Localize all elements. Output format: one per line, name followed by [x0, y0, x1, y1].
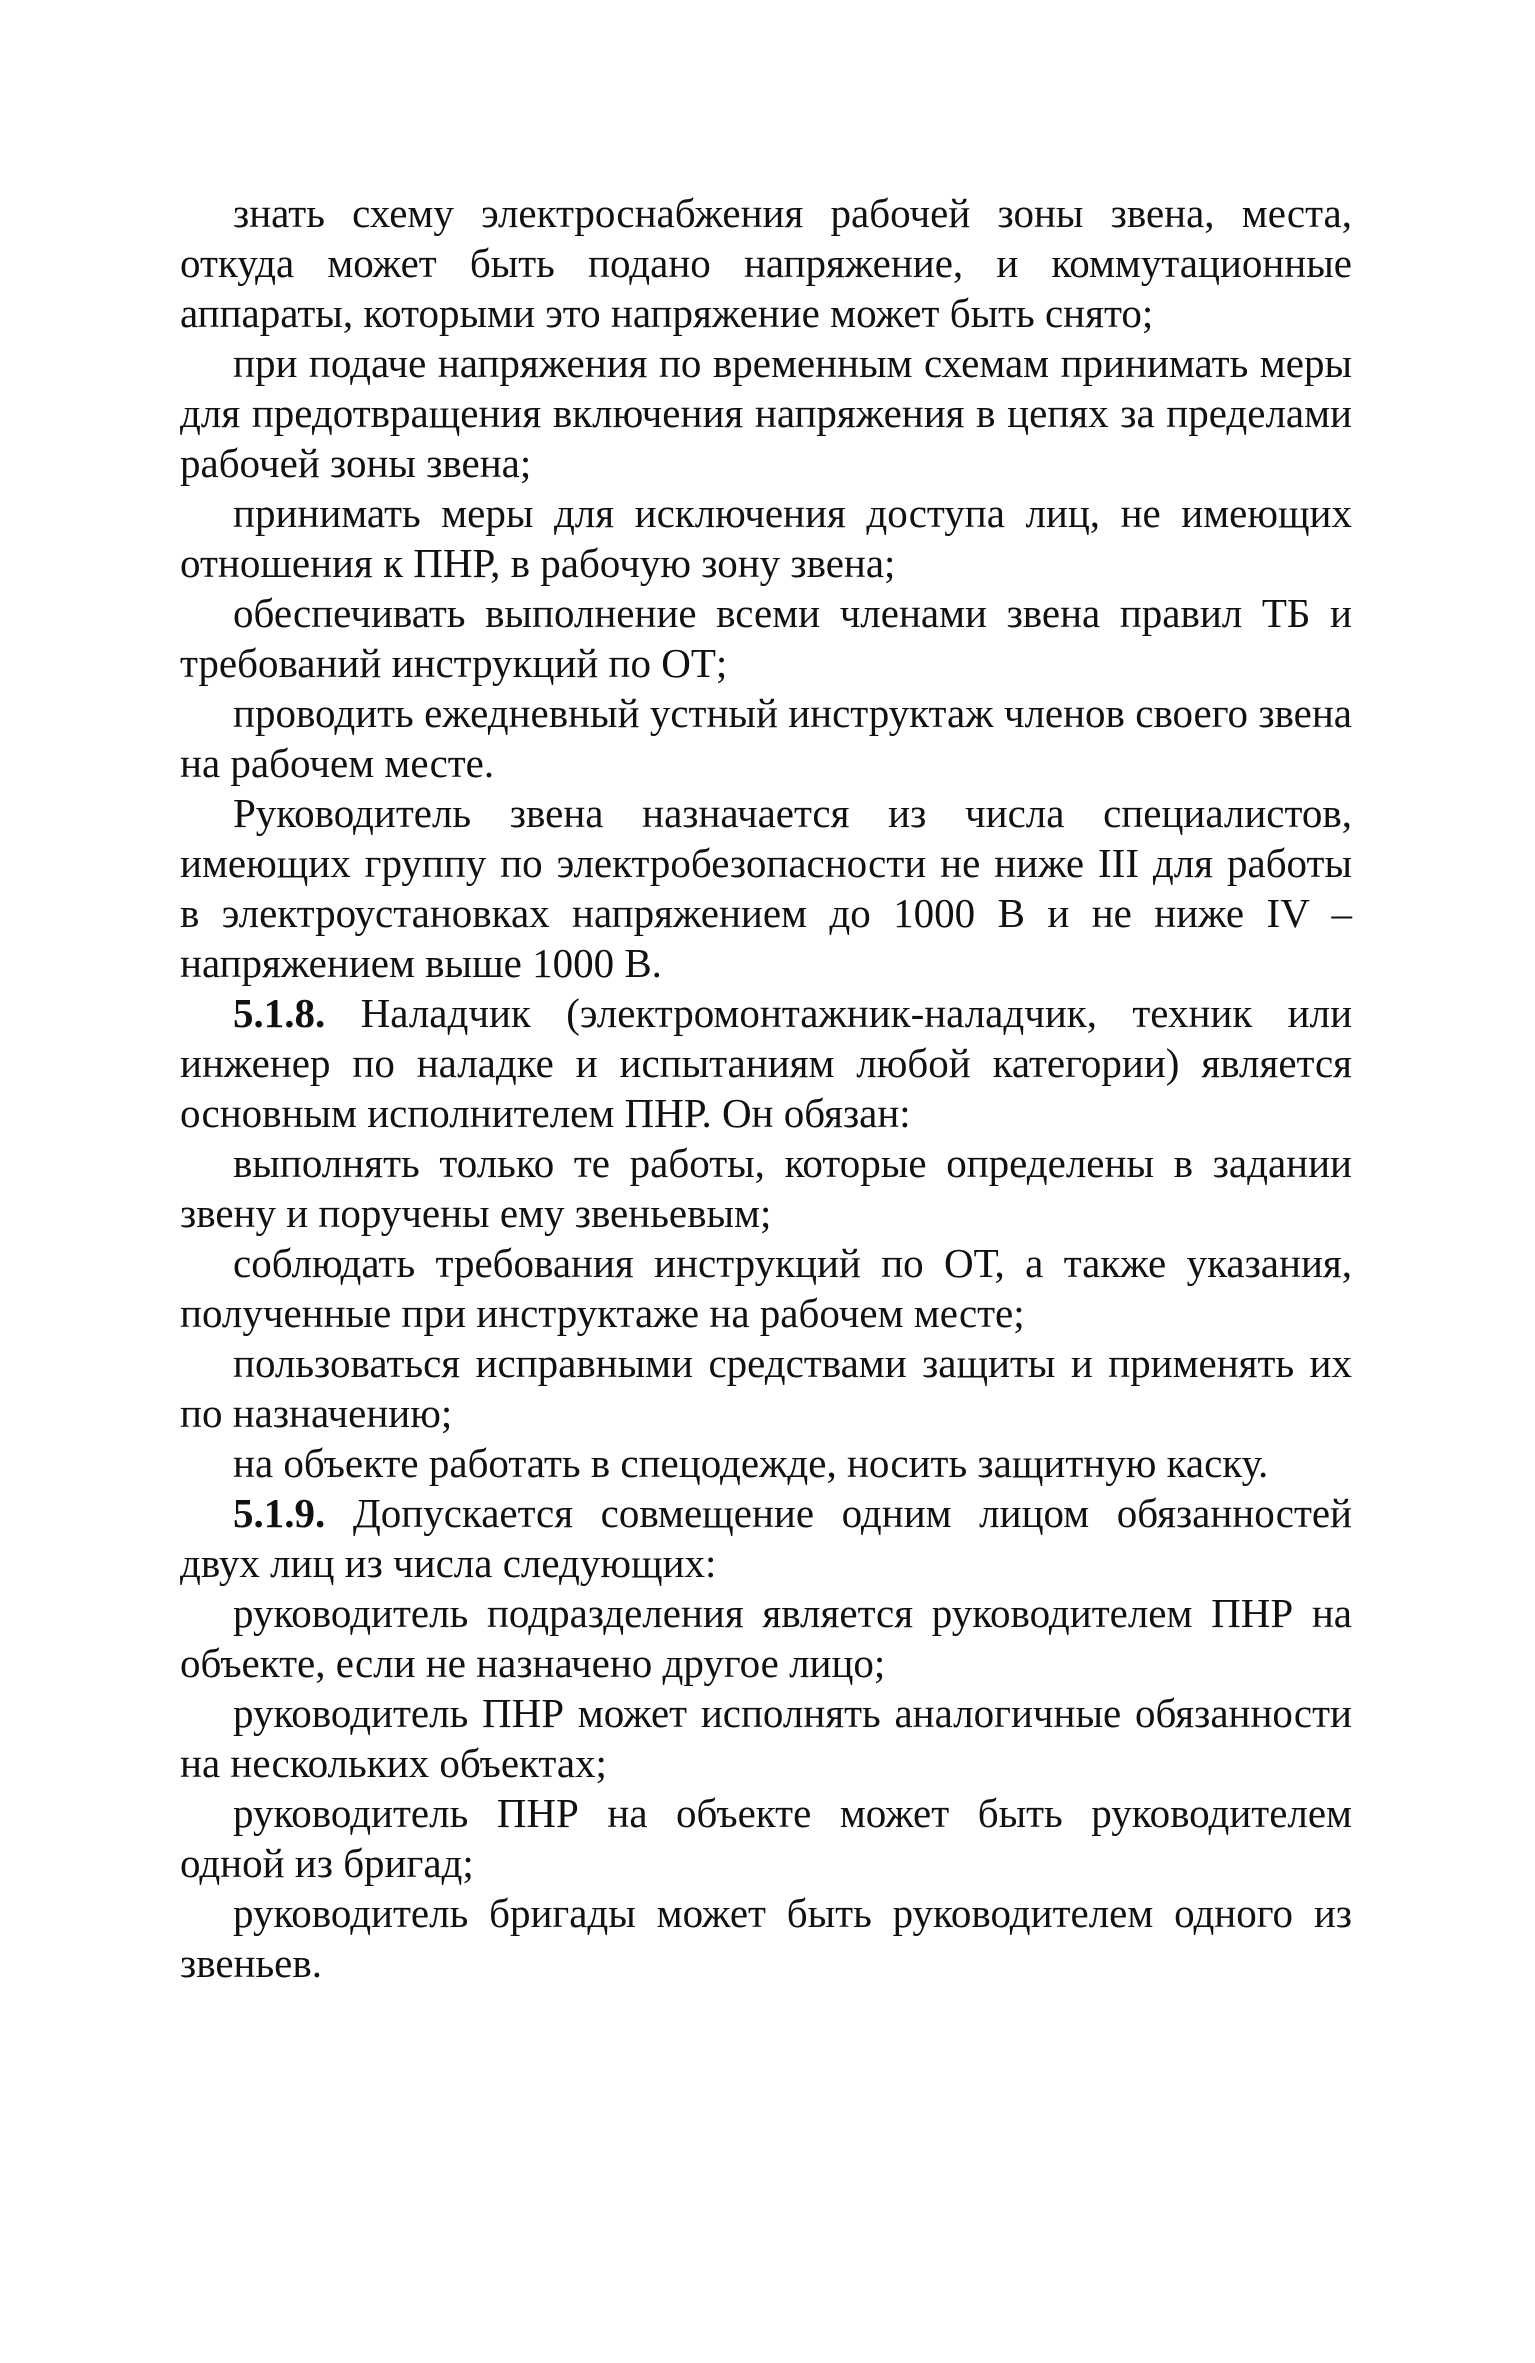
section-text: Допускается совмещение одним лицом обязанностей двух лиц из числа следующих:: [180, 1490, 1353, 1586]
body-text: [180, 188, 1352, 1988]
section-number: 5.1.9.: [233, 1490, 326, 1536]
paragraph: руководитель подразделения является руководителем ПНР на объекте, если не назначено другое лицо;: [180, 1590, 1352, 1686]
section-text: Наладчик (электромонтажник-наладчик, техник или инженер по наладке и испытаниям любой категории) является основным исполнителем ПНР. Он обязан:: [180, 990, 1353, 1136]
paragraph: Руководитель звена назначается из числа специалистов, имеющих группу по электробезопасности не ниже III для работы в электроустановках напряжением до 1000 В и не ниже IV – напряжением выше 1000 В.: [180, 790, 1352, 986]
paragraph: руководитель ПНР может исполнять аналогичные обязанности на нескольких объектах;: [180, 1690, 1352, 1786]
section-5-1-8: [180, 988, 1352, 1138]
paragraph: обеспечивать выполнение всеми членами звена правил ТБ и требований инструкций по ОТ;: [180, 590, 1352, 686]
section-number: 5.1.8.: [233, 990, 326, 1036]
section-5-1-9: [180, 1488, 1352, 1588]
paragraph: принимать меры для исключения доступа лиц, не имеющих отношения к ПНР, в рабочую зону звена;: [180, 490, 1352, 586]
paragraph: проводить ежедневный устный инструктаж членов своего звена на рабочем месте.: [180, 690, 1352, 786]
paragraph: на объекте работать в спецодежде, носить защитную каску.: [233, 1440, 1269, 1486]
paragraph: соблюдать требования инструкций по ОТ, а также указания, полученные при инструктаже на рабочем месте;: [180, 1240, 1352, 1336]
paragraph: выполнять только те работы, которые определены в задании звену и поручены ему звеньевым;: [180, 1140, 1352, 1236]
paragraph: руководитель ПНР на объекте может быть руководителем одной из бригад;: [180, 1790, 1352, 1886]
paragraph: руководитель бригады может быть руководителем одного из звеньев.: [180, 1890, 1352, 1986]
paragraph: при подаче напряжения по временным схемам принимать меры для предотвращения включения напряжения в цепях за пределами рабочей зоны звена;: [180, 340, 1352, 486]
paragraph: пользоваться исправными средствами защиты и применять их по назначению;: [180, 1340, 1352, 1436]
paragraph: знать схему электроснабжения рабочей зоны звена, места, откуда может быть подано напряжение, и коммутационные аппараты, которыми это напряжение может быть снято;: [180, 190, 1352, 336]
